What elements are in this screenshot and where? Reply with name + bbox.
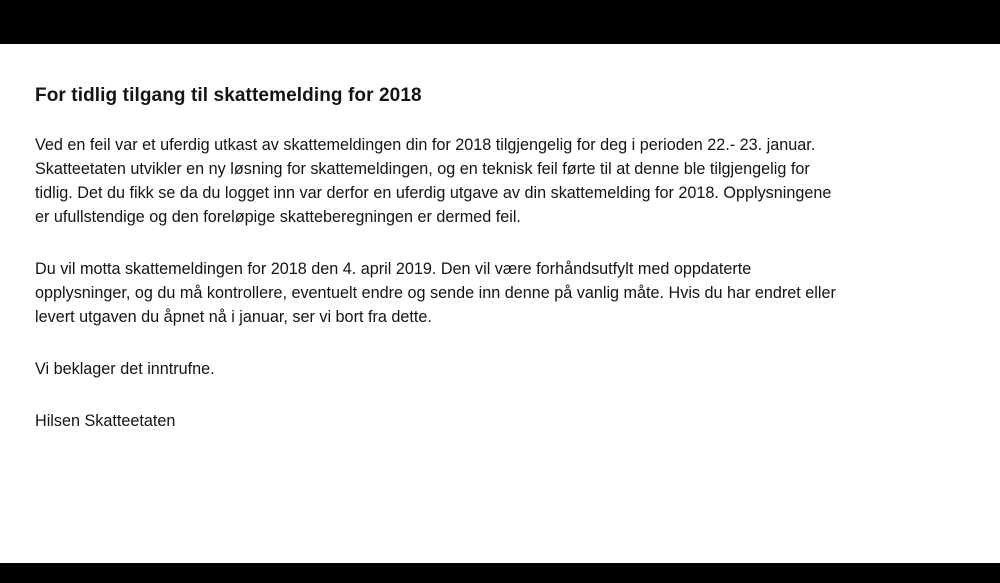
signature-line: Hilsen Skatteetaten	[35, 412, 176, 430]
letterbox-bottom-bar	[0, 563, 1000, 583]
letter-title: For tidlig tilgang til skattemelding for 2018	[35, 85, 422, 106]
letter-body	[35, 84, 965, 461]
apology-line: Vi beklager det inntrufne.	[35, 360, 215, 378]
paragraph-line: levert utgaven du åpnet nå i januar, ser vi bort fra dette.	[35, 308, 432, 326]
paragraph-line: opplysninger, og du må kontrollere, eventuelt endre og sende inn denne på vanlig måte. Hvis du har endret eller	[35, 284, 836, 302]
paragraph-line: Ved en feil var et uferdig utkast av skattemeldingen din for 2018 tilgjengelig for deg i perioden 22.- 23. januar.	[35, 136, 816, 154]
paragraph-line: er ufullstendige og den foreløpige skatteberegningen er dermed feil.	[35, 208, 521, 226]
paragraph-error-explanation	[35, 133, 965, 229]
paragraph-line: tidlig. Det du fikk se da du logget inn var derfor en uferdig utgave av din skattemelding for 2018. Opplysningene	[35, 184, 832, 202]
letterbox-top-bar	[0, 0, 1000, 44]
paragraph-line: Skatteetaten utvikler en ny løsning for skattemeldingen, og en teknisk feil førte til at denne ble tilgjengelig for	[35, 160, 810, 178]
paragraph-line: Du vil motta skattemeldingen for 2018 den 4. april 2019. Den vil være forhåndsutfylt med oppdaterte	[35, 260, 752, 278]
paragraph-next-steps	[35, 257, 965, 329]
document-page	[0, 44, 1000, 563]
